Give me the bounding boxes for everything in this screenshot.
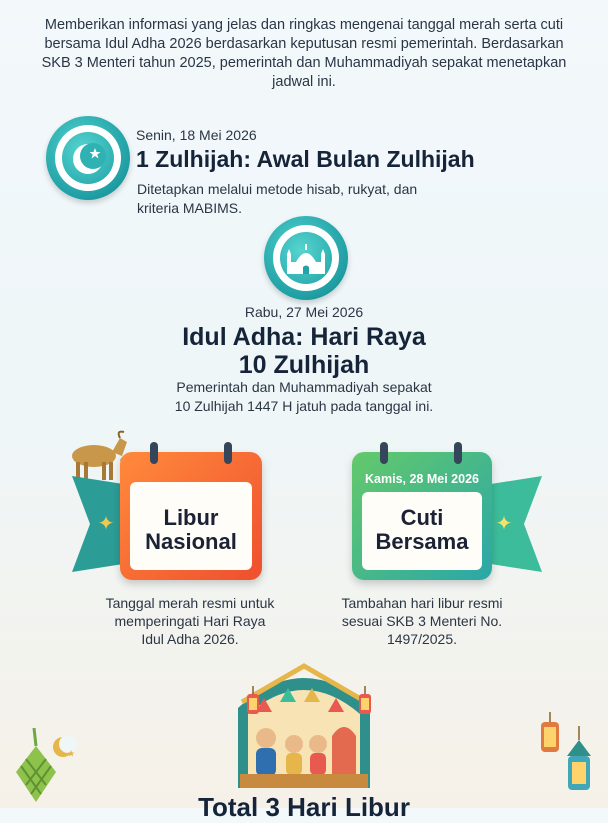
libur-caption: Tanggal merah resmi untuk memperingati Hari Raya Idul Adha 2026. xyxy=(105,595,275,647)
intro-text: Memberikan informasi yang jelas dan ringkas mengenai tanggal merah serta cuti bersama Idul Adha 2026 berdasarkan keputusan resmi pemerintah. Berdasarkan SKB 3 Menteri tahun 2025, pemerintah dan Muhammadiyah sepakat menetapkan jadwal ini. xyxy=(41,17,567,90)
calendar-ring xyxy=(380,442,388,464)
event1-date: Senin, 18 Mei 2026 xyxy=(136,127,257,143)
event2-title: Idul Adha: Hari Raya 10 Zulhijah xyxy=(182,323,426,379)
cuti-bersama-card xyxy=(352,452,492,580)
event1-title: 1 Zulhijah: Awal Bulan Zulhijah xyxy=(136,146,475,172)
event2-date: Rabu, 27 Mei 2026 xyxy=(244,304,364,320)
crescent-icon xyxy=(52,734,78,760)
lantern-icon xyxy=(356,686,374,722)
calendar-ring xyxy=(224,442,232,464)
cuti-date-header: Kamis, 28 Mei 2026 xyxy=(365,472,479,486)
event1-description: Ditetapkan melalui metode hisab, rukyat, dan kriteria MABIMS. xyxy=(137,181,418,216)
calendar-ring xyxy=(454,442,462,464)
event2-description: Pemerintah dan Muhammadiyah sepakat 10 Zulhijah 1447 H jatuh pada tanggal ini. xyxy=(174,379,434,414)
cuti-caption: Tambahan hari libur resmi sesuai SKB 3 Menteri No. 1497/2025. xyxy=(341,595,503,647)
total-libur-title: Total 3 Hari Libur xyxy=(198,792,410,822)
lantern-icon xyxy=(564,726,594,798)
mosque-icon xyxy=(264,216,348,300)
family-illustration xyxy=(228,658,380,788)
svg-text:✦: ✦ xyxy=(97,511,115,535)
libur-label: Libur Nasional xyxy=(145,505,237,554)
crescent-star-icon xyxy=(46,116,130,200)
cuti-label: Cuti Bersama xyxy=(375,505,469,554)
libur-nasional-card xyxy=(120,452,262,580)
svg-text:✦: ✦ xyxy=(495,511,513,535)
calendar-ring xyxy=(150,442,158,464)
lantern-icon xyxy=(538,712,562,768)
lantern-icon xyxy=(244,686,262,722)
